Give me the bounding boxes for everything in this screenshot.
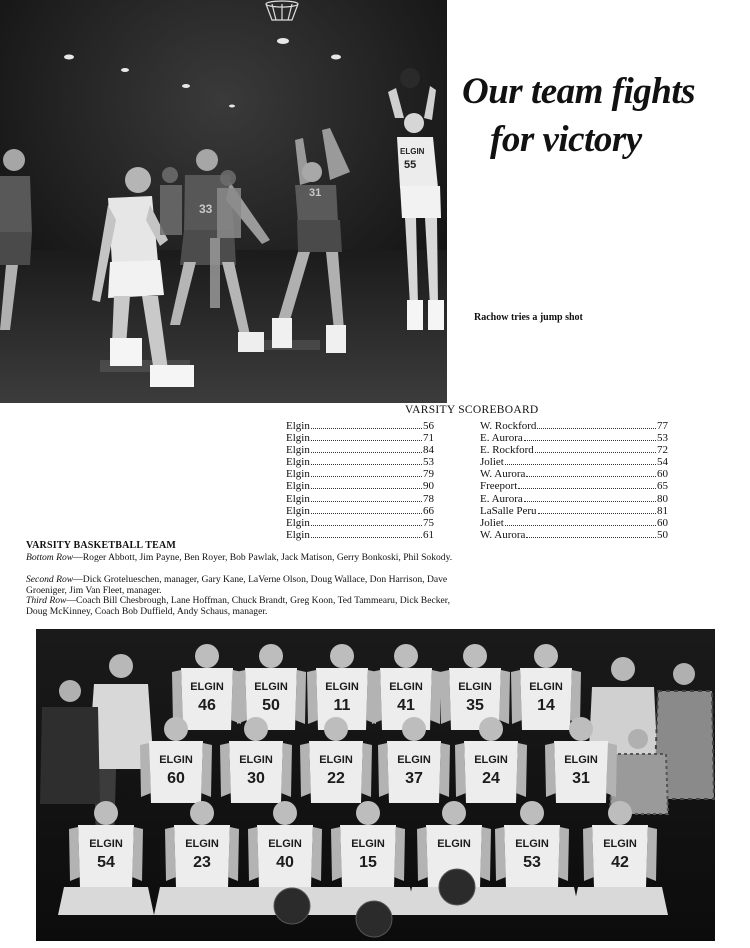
score-row bbox=[480, 468, 668, 480]
score-value: 66 bbox=[423, 504, 434, 517]
opponent-name: Joliet bbox=[480, 516, 504, 529]
jersey-number: 40 bbox=[276, 854, 294, 871]
player-legs bbox=[484, 887, 580, 915]
jersey-text: ELGIN bbox=[529, 681, 563, 693]
score-value: 78 bbox=[423, 492, 434, 505]
player-head bbox=[164, 717, 188, 741]
player-head bbox=[190, 801, 214, 825]
jersey-number: 23 bbox=[193, 854, 211, 871]
player-head bbox=[608, 801, 632, 825]
score-row bbox=[480, 517, 668, 529]
jersey-number: 46 bbox=[198, 697, 216, 714]
headline bbox=[462, 68, 732, 164]
jersey-text: ELGIN bbox=[474, 754, 508, 766]
team-photo bbox=[36, 629, 715, 941]
player-head bbox=[394, 644, 418, 668]
score-row bbox=[286, 493, 434, 505]
score-value: 53 bbox=[423, 456, 434, 469]
basketball-icon bbox=[356, 901, 392, 937]
opponent-name: Freeport bbox=[480, 480, 518, 493]
jersey-text: ELGIN bbox=[254, 681, 288, 693]
jersey-text: ELGIN bbox=[515, 838, 549, 850]
roster-row-names: —Roger Abbott, Jim Payne, Ben Royer, Bob Pawlak, Jack Matison, Gerry Bonkoski, Phil Sokody. bbox=[73, 552, 453, 563]
opponent-name: LaSalle Peru bbox=[480, 504, 537, 517]
player-head bbox=[534, 644, 558, 668]
jersey-text: ELGIN bbox=[397, 754, 431, 766]
basketball-icon bbox=[400, 68, 420, 88]
team-name: Elgin bbox=[286, 420, 310, 432]
roster-row-label: Third Row bbox=[26, 595, 67, 606]
scoreboard-opponent-column bbox=[480, 420, 668, 541]
roster-second-row bbox=[26, 575, 456, 596]
jersey-number: 53 bbox=[523, 854, 541, 871]
jersey-number: 22 bbox=[327, 770, 345, 787]
score-row bbox=[286, 505, 434, 517]
jersey-number: 60 bbox=[167, 770, 185, 787]
score-value: 84 bbox=[423, 444, 434, 457]
jersey-number: 14 bbox=[537, 697, 555, 714]
jersey-number: 42 bbox=[611, 854, 629, 871]
headline-line-2: for victory bbox=[490, 119, 642, 160]
jersey-text: ELGIN bbox=[239, 754, 273, 766]
score-row bbox=[286, 456, 434, 468]
player-head bbox=[195, 644, 219, 668]
photo-caption: Rachow tries a jump shot bbox=[474, 312, 583, 323]
team-name: Elgin bbox=[286, 444, 310, 457]
player-head bbox=[442, 801, 466, 825]
score-value: 53 bbox=[657, 432, 668, 445]
score-row bbox=[286, 420, 434, 432]
score-value: 61 bbox=[423, 528, 434, 541]
team-name: Elgin bbox=[286, 456, 310, 469]
score-value: 77 bbox=[657, 420, 668, 432]
jersey-text: ELGIN bbox=[89, 838, 123, 850]
jersey-text: ELGIN bbox=[268, 838, 302, 850]
score-value: 65 bbox=[657, 480, 668, 493]
score-value: 54 bbox=[657, 456, 668, 469]
player-head bbox=[569, 717, 593, 741]
jersey-number: 15 bbox=[359, 854, 377, 871]
player-head bbox=[244, 717, 268, 741]
player-head bbox=[94, 801, 118, 825]
jersey-text: ELGIN bbox=[458, 681, 492, 693]
roster-row-label: Second Row bbox=[26, 574, 74, 585]
jersey-number: 54 bbox=[97, 854, 115, 871]
roster-bottom-row bbox=[26, 553, 456, 564]
player-head bbox=[520, 801, 544, 825]
jersey-number: 35 bbox=[466, 697, 484, 714]
jersey-number: 11 bbox=[333, 697, 351, 714]
player-head bbox=[330, 644, 354, 668]
score-value: 72 bbox=[657, 444, 668, 457]
score-value: 81 bbox=[657, 504, 668, 517]
scoreboard-title: VARSITY SCOREBOARD bbox=[405, 404, 539, 416]
jersey-text: ELGIN bbox=[159, 754, 193, 766]
team-name: Elgin bbox=[286, 492, 310, 505]
headline-line-1: Our team fights bbox=[462, 71, 696, 112]
score-value: 60 bbox=[657, 516, 668, 529]
jersey-text: ELGIN bbox=[389, 681, 423, 693]
roster-row-label: Bottom Row bbox=[26, 552, 74, 563]
opponent-name: E. Aurora bbox=[480, 492, 523, 505]
score-row bbox=[286, 468, 434, 480]
opponent-name: E. Aurora bbox=[480, 432, 523, 445]
opponent-name: Joliet bbox=[480, 456, 504, 469]
score-value: 80 bbox=[657, 492, 668, 505]
team-name: Elgin bbox=[286, 528, 310, 541]
player-head bbox=[324, 717, 348, 741]
jersey-number: 37 bbox=[405, 770, 423, 787]
opponent-name: W. Aurora bbox=[480, 528, 526, 541]
roster-row-names: —Dick Grotelueschen, manager, Gary Kane, LaVerne Olson, Doug Wallace, Don Harrison, Dave Groeniger, Jim Van Fleet, manager. bbox=[26, 574, 448, 596]
score-row bbox=[480, 456, 668, 468]
player-head bbox=[402, 717, 426, 741]
score-value: 71 bbox=[423, 432, 434, 445]
jersey-number: 50 bbox=[262, 697, 280, 714]
score-row bbox=[286, 432, 434, 444]
score-row bbox=[286, 517, 434, 529]
team-name: Elgin bbox=[286, 432, 310, 445]
jersey-number-55: 55 bbox=[404, 159, 417, 171]
jersey-text: ELGIN bbox=[603, 838, 637, 850]
opponent-name: E. Rockford bbox=[480, 444, 534, 457]
team-photo-illustration bbox=[36, 629, 715, 941]
score-value: 56 bbox=[423, 420, 434, 432]
jersey-number: 31 bbox=[572, 770, 590, 787]
player-legs bbox=[58, 887, 154, 915]
basketball-icon bbox=[439, 869, 475, 905]
jersey-number-31: 31 bbox=[309, 187, 322, 199]
team-name: Elgin bbox=[286, 504, 310, 517]
player-head bbox=[463, 644, 487, 668]
score-row bbox=[480, 493, 668, 505]
score-row bbox=[286, 444, 434, 456]
team-name: Elgin bbox=[286, 480, 310, 493]
jersey-text: ELGIN bbox=[325, 681, 359, 693]
jersey-number: 30 bbox=[247, 770, 265, 787]
jersey-number: 24 bbox=[482, 770, 500, 787]
score-row bbox=[480, 505, 668, 517]
player-head bbox=[356, 801, 380, 825]
jersey-text-55: ELGIN bbox=[400, 147, 425, 156]
score-row bbox=[480, 432, 668, 444]
jersey-text: ELGIN bbox=[185, 838, 219, 850]
team-heading: VARSITY BASKETBALL TEAM bbox=[26, 540, 177, 551]
action-photo bbox=[0, 0, 447, 403]
jersey-text: ELGIN bbox=[351, 838, 385, 850]
basketball-icon bbox=[274, 888, 310, 924]
player-legs bbox=[154, 887, 250, 915]
jersey-text: ELGIN bbox=[437, 838, 471, 850]
opponent-name: W. Aurora bbox=[480, 468, 526, 481]
jersey-text: ELGIN bbox=[319, 754, 353, 766]
roster-row-names: —Coach Bill Chesbrough, Lane Hoffman, Chuck Brandt, Greg Koon, Ted Tammearu, Dick Becker, Doug McKinney, Coach Bob Duffield, Andy Schaus, manager. bbox=[26, 595, 450, 617]
score-value: 50 bbox=[657, 528, 668, 541]
player-legs bbox=[572, 887, 668, 915]
jersey-text: ELGIN bbox=[564, 754, 598, 766]
player-head bbox=[273, 801, 297, 825]
team-name: Elgin bbox=[286, 468, 310, 481]
score-row bbox=[286, 529, 434, 541]
player-head bbox=[259, 644, 283, 668]
score-value: 79 bbox=[423, 468, 434, 481]
score-row bbox=[480, 480, 668, 492]
score-row bbox=[480, 444, 668, 456]
jersey-number: 41 bbox=[397, 697, 415, 714]
score-row bbox=[286, 480, 434, 492]
opponent-name: W. Rockford bbox=[480, 420, 537, 432]
score-row bbox=[480, 529, 668, 541]
action-photo-illustration bbox=[0, 0, 447, 403]
score-row bbox=[480, 420, 668, 432]
player-head bbox=[479, 717, 503, 741]
team-name: Elgin bbox=[286, 516, 310, 529]
score-value: 60 bbox=[657, 468, 668, 481]
jersey-text: ELGIN bbox=[190, 681, 224, 693]
score-value: 90 bbox=[423, 480, 434, 493]
jersey-number-33: 33 bbox=[199, 202, 213, 216]
scoreboard-elgin-column bbox=[286, 420, 434, 541]
roster-third-row bbox=[26, 596, 456, 617]
score-value: 75 bbox=[423, 516, 434, 529]
